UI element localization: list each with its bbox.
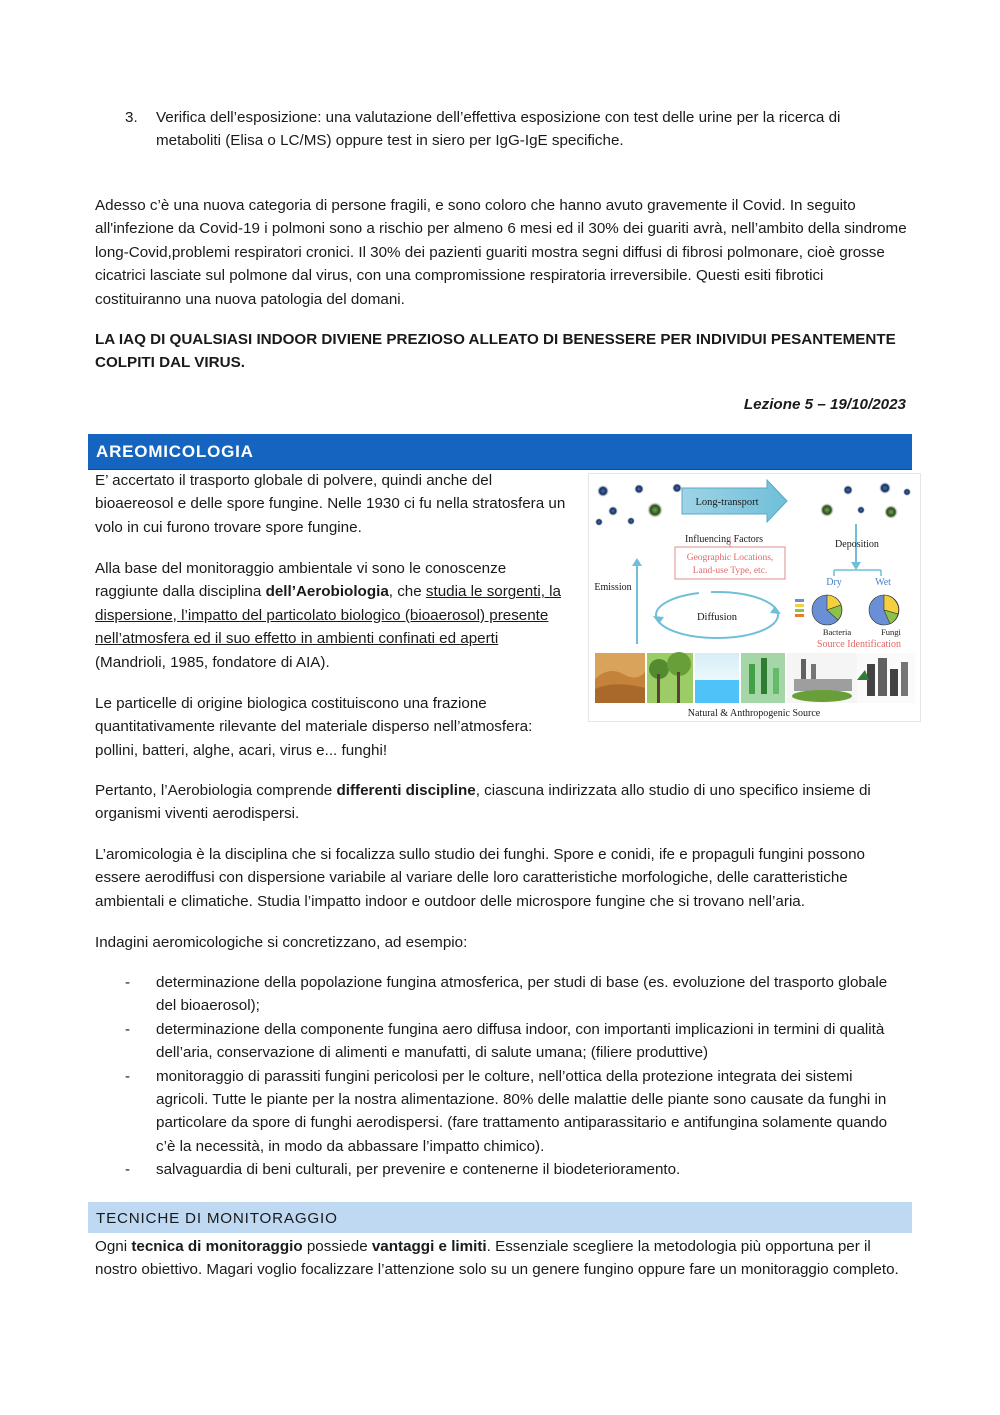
bioaerosol-transport-figure (588, 473, 921, 722)
section-heading-text: TECNICHE DI MONITORAGGIO (96, 1210, 338, 1227)
emission-label: Emission (594, 582, 632, 593)
bullet-marker: - (125, 974, 131, 991)
text-run: (Mandrioli, 1985, fondatore di AIA). (95, 653, 330, 671)
paragraph-aromicologia: L’aromicologia è la disciplina che si focalizza sullo studio dei funghi. Spore e conidi, ife e propaguli fungini possono essere aerodiffusi con dispersione variabile al variare delle loro caratteristiche morfologiche, delle caratteristiche ambientali e climatiche. Studia l’impatto indoor e outdoor delle microspore fungine che si trovano nell’aria. (95, 846, 865, 910)
lesson-label: Lezione 5 – 19/10/2023 (743, 396, 906, 413)
dry-label: Dry (826, 577, 842, 588)
bold-text: differenti discipline (336, 782, 476, 799)
bold-text: dell’Aerobiologia (265, 583, 389, 601)
list-item-text: Verifica dell’esposizione: una valutazione dell’effettiva esposizione con test delle urine per la ricerca di metaboliti (Elisa o LC/MS) oppure test in siero per IgG-IgE specifiche. (156, 109, 841, 150)
fungi-pie-icon (869, 595, 899, 625)
list-item (125, 1158, 905, 1181)
list-item (125, 1065, 905, 1159)
list-item-text: salvaguardia di beni culturali, per prevenire e contenerne il biodeterioramento. (156, 1161, 681, 1179)
source-identification-label: Source Identification (816, 639, 902, 650)
bullet-list (125, 971, 905, 1182)
section-heading-text: AREOMICOLOGIA (96, 442, 254, 461)
natural-source-label: Natural & Anthropogenic Source (687, 708, 821, 719)
list-item-text: determinazione della componente fungina aero diffusa indoor, con importanti implicazioni in termini di qualità dell’aria, conservazione di alimenti e manufatti, di salute umana; (filiere produttive) (156, 1020, 885, 1062)
text-run: Pertanto, l’Aerobiologia comprende (95, 782, 337, 799)
paragraph-biological-particles: Le particelle di origine biologica costituiscono una frazione quantitativamente rilevante del materiale disperso nell’atmosfera: pollini, batteri, alghe, acari, virus e... funghi! (95, 695, 533, 759)
section-heading-areomicologia (88, 434, 912, 470)
long-transport-arrow (682, 480, 787, 522)
list-item-text: monitoraggio di parassiti fungini pericolosi per le colture, nell’ottica della protezione integrata dei sistemi agricoli. Tutte le piante per la nostra alimentazione. 80% delle malattie delle piante sono causate da funghi in particolare da spore di funghi aerodispersi. (fare trattamento antiparassitario e antifungina solamente quando c’è la necessità, in modo da abbassare l’impatto chimico). (156, 1067, 888, 1155)
text-run: . Essenziale scegliere la metodologia più opportuna per il nostro obiettivo. Magari voglio focalizzare l’attenzione solo su un genere fungino oppure fare un monitoraggio completo. (95, 1238, 899, 1279)
diffusion-label: Diffusion (696, 612, 738, 623)
underlined-text: studia le sorgenti, la dispersione, l’impatto del particolato biologico (bioaerosol) presente nell’atmosfera ed il suo effetto in ambienti confinati ed aperti (95, 583, 562, 648)
long-transport-label: Long-transport (695, 497, 759, 508)
list-item-text: determinazione della popolazione fungina atmosferica, per studi di base (es. evoluzione del trasporto globale del bioaerosol); (156, 974, 888, 1015)
landuse-label: Land-use Type, etc. (692, 566, 768, 576)
text-run: possiede (302, 1238, 372, 1255)
list-item (125, 1018, 905, 1065)
bullet-marker: - (125, 1161, 131, 1179)
bullet-marker: - (125, 1020, 131, 1038)
list-number: 3. (125, 109, 138, 126)
bold-text: tecnica di monitoraggio (131, 1238, 303, 1255)
section-heading-tecniche (88, 1202, 912, 1233)
intro-paragraph: Adesso c’è una nuova categoria di persone fragili, e sono coloro che hanno avuto gravemente il Covid. In seguito all'infezione da Covid-19 i polmoni sono a rischio per almeno 6 mesi ed il 30% dei guariti avrà, nell’ambito della sindrome long-Covid,problemi respiratori cronici. Il 30% dei pazienti guariti mostra segni diffusi di fibrosi polmonare, cioè grosse cicatrici lasciate sul polmone dal virus, con una compromissione respiratoria irreversibile. Questi esiti fibrotici costituiranno una nuova patologia del domani. (95, 197, 907, 308)
bold-statement: LA IAQ DI QUALSIASI INDOOR DIVIENE PREZIOSO ALLEATO DI BENESSERE PER INDIVIDUI PESANTEMENTE COLPITI DAL VIRUS. (95, 331, 896, 372)
text-run: Alla base del monitoraggio ambientale vi sono le conoscenze raggiunte dalla disciplina (95, 560, 507, 601)
bacteria-pie-icon (795, 595, 842, 625)
paragraph-aerobiologia (95, 557, 570, 674)
text-run: , ciascuna indirizzata allo studio di uno specifico insieme di organismi viventi aerodispersi. (95, 782, 871, 823)
text-run: , che (388, 583, 426, 601)
paragraph-global-transport: E’ accertato il trasporto globale di polvere, quindi anche del bioaereosol e delle spore fungine. Nelle 1930 ci fu nella stratosfera un volo in cui furono trovare spore fungine. (95, 472, 566, 536)
bacteria-label: Bacteria (822, 627, 852, 637)
influencing-factors-label: Influencing Factors (684, 534, 764, 545)
paragraph-indagini: Indagini aeromicologiche si concretizzano, ad esempio: (95, 934, 468, 951)
deposition-label: Deposition (835, 539, 879, 550)
fungi-label: Fungi (881, 627, 901, 637)
bullet-marker: - (125, 1067, 131, 1085)
paragraph-disciplines (95, 779, 910, 826)
source-images (595, 652, 915, 703)
emission-arrow (632, 558, 642, 644)
geographic-label: Geographic Locations, (686, 553, 774, 563)
paragraph-tecniche (95, 1235, 910, 1282)
wet-label: Wet (875, 577, 891, 588)
bold-text: vantaggi e limiti (371, 1238, 487, 1255)
text-run: Ogni (95, 1238, 132, 1255)
list-item (125, 971, 905, 1018)
